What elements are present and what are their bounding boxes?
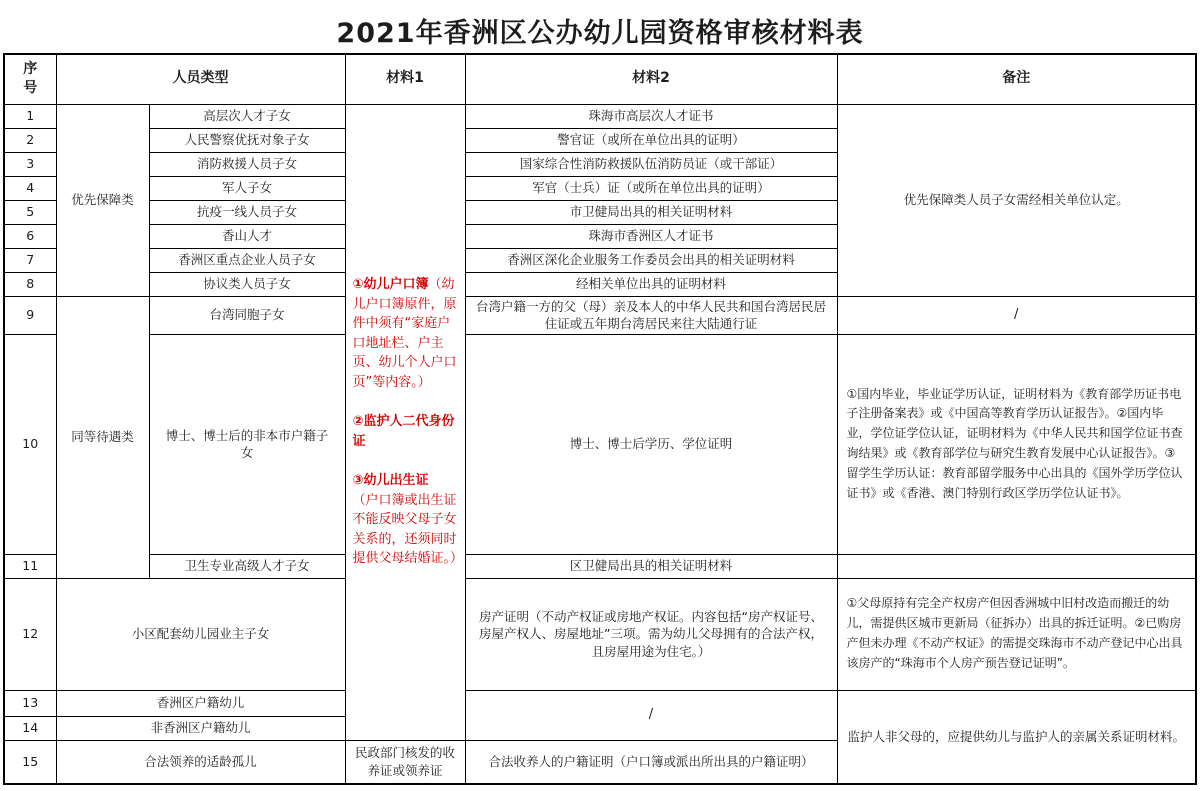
row-no: 11	[4, 554, 56, 578]
material2-cell: 市卫健局出具的相关证明材料	[465, 200, 837, 224]
material1-shared-cell	[345, 104, 465, 740]
material2-cell: 房产证明（不动产权证或房地产权证。内容包括“房产权证号、房屋产权人、房屋地址”三项。需为幼儿父母拥有的合法产权，且房屋用途为住宅。）	[465, 578, 837, 690]
material1-cell-row15: 民政部门核发的收养证或领养证	[345, 740, 465, 784]
note-cell: ①国内毕业，毕业证学历认证，证明材料为《教育部学历证书电子注册备案表》或《中国高等教育学历认证报告》。②国内毕业，学位证学位认证，证明材料为《中华人民共和国学位证书查询结果》或《教育部学位与研究生教育发展中心认证报告》。③留学生学历认证：教育部留学服务中心出具的《国外学历学位认证书》或《香港、澳门特别行政区学历学位认证书》。	[837, 334, 1196, 554]
material2-cell: 经相关单位出具的证明材料	[465, 272, 837, 296]
header-material2: 材料2	[465, 54, 837, 104]
person-type-cell: 香山人才	[149, 224, 345, 248]
header-no: 序号	[4, 54, 56, 104]
row-no: 3	[4, 152, 56, 176]
material2-cell: 合法收养人的户籍证明（户口簿或派出所出具的户籍证明）	[465, 740, 837, 784]
note-guardian-cell: 监护人非父母的，应提供幼儿与监护人的亲属关系证明材料。	[837, 690, 1196, 784]
person-type-cell: 香洲区户籍幼儿	[56, 690, 345, 716]
person-type-cell: 抗疫一线人员子女	[149, 200, 345, 224]
row-no: 2	[4, 128, 56, 152]
person-type-cell: 合法领养的适龄孤儿	[56, 740, 345, 784]
row-no: 8	[4, 272, 56, 296]
material2-cell: 珠海市高层次人才证书	[465, 104, 837, 128]
person-type-cell: 军人子女	[149, 176, 345, 200]
row-no: 14	[4, 716, 56, 740]
page-title: 2021年香洲区公办幼儿园资格审核材料表	[336, 18, 864, 49]
table-row	[4, 554, 1196, 578]
material2-cell: 国家综合性消防救援队伍消防员证（或干部证）	[465, 152, 837, 176]
row-no: 12	[4, 578, 56, 690]
material2-cell: 区卫健局出具的相关证明材料	[465, 554, 837, 578]
category-priority-cell: 优先保障类	[56, 104, 149, 296]
table-row	[4, 690, 1196, 716]
row-no: 5	[4, 200, 56, 224]
material2-cell: 珠海市香洲区人才证书	[465, 224, 837, 248]
material1-item3-desc: （户口簿或出生证不能反映父母子女关系的，还须同时提供父母结婚证。）	[352, 492, 464, 567]
header-note: 备注	[837, 54, 1196, 104]
note-cell: /	[837, 296, 1196, 334]
material1-item1-desc: （幼儿户口簿原件，原件中须有“家庭户口地址栏、户主页、幼儿个人户口页”等内容。）	[352, 277, 457, 390]
person-type-cell: 小区配套幼儿园业主子女	[56, 578, 345, 690]
row-no: 13	[4, 690, 56, 716]
category-equal-cell: 同等待遇类	[56, 296, 149, 578]
material1-item3-title: ③幼儿出生证	[352, 473, 429, 489]
row-no: 1	[4, 104, 56, 128]
row-no: 15	[4, 740, 56, 784]
header-material1: 材料1	[345, 54, 465, 104]
table-row	[4, 104, 1196, 128]
material2-cell: 博士、博士后学历、学位证明	[465, 334, 837, 554]
row-no: 9	[4, 296, 56, 334]
note-cell: ①父母原持有完全产权房产但因香洲城中旧村改造而搬迁的幼儿，需提供区城市更新局（征拆办）出具的拆迁证明。②已购房产但未办理《不动产权证》的需提交珠海市不动产登记中心出具该房产的“珠海市个人房产预告登记证明”。	[837, 578, 1196, 690]
row-no: 10	[4, 334, 56, 554]
material2-cell: 警官证（或所在单位出具的证明）	[465, 128, 837, 152]
table-row	[4, 334, 1196, 554]
material1-item1-title: ①幼儿户口簿	[352, 277, 429, 293]
row-no: 7	[4, 248, 56, 272]
table-row	[4, 578, 1196, 690]
person-type-cell: 台湾同胞子女	[149, 296, 345, 334]
material1-item2: ②监护人二代身份证	[352, 414, 455, 449]
person-type-cell: 协议类人员子女	[149, 272, 345, 296]
material2-slash-cell: /	[465, 690, 837, 740]
row-no: 4	[4, 176, 56, 200]
row-no: 6	[4, 224, 56, 248]
person-type-cell: 人民警察优抚对象子女	[149, 128, 345, 152]
person-type-cell: 卫生专业高级人才子女	[149, 554, 345, 578]
person-type-cell: 非香洲区户籍幼儿	[56, 716, 345, 740]
header-row	[4, 54, 1196, 104]
person-type-cell: 香洲区重点企业人员子女	[149, 248, 345, 272]
materials-table	[3, 53, 1197, 785]
header-person-type: 人员类型	[56, 54, 345, 104]
material2-cell: 军官（士兵）证（或所在单位出具的证明）	[465, 176, 837, 200]
person-type-cell: 高层次人才子女	[149, 104, 345, 128]
table-row	[4, 296, 1196, 334]
note-cell-empty	[837, 554, 1196, 578]
material2-cell: 台湾户籍一方的父（母）亲及本人的中华人民共和国台湾居民居住证或五年期台湾居民来往大陆通行证	[465, 296, 837, 334]
material2-cell: 香洲区深化企业服务工作委员会出具的相关证明材料	[465, 248, 837, 272]
person-type-cell: 博士、博士后的非本市户籍子女	[149, 334, 345, 554]
note-priority-cell: 优先保障类人员子女需经相关单位认定。	[837, 104, 1196, 296]
person-type-cell: 消防救援人员子女	[149, 152, 345, 176]
material1-item1	[353, 275, 458, 392]
